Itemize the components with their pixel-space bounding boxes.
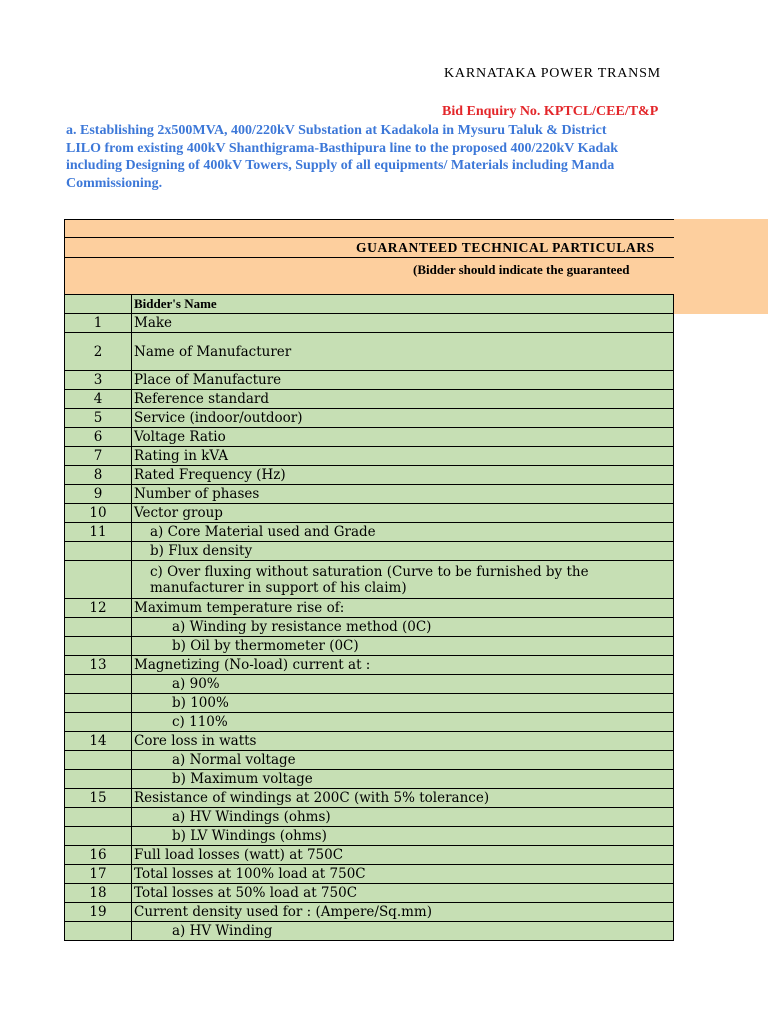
particular-cell: Make <box>132 314 674 333</box>
gtp-table <box>64 294 674 941</box>
item-number-cell: 2 <box>65 333 132 371</box>
item-number-cell <box>65 637 132 656</box>
table-row <box>65 770 674 789</box>
particular-cell: Rating in kVA <box>132 447 674 466</box>
item-number-cell: 1 <box>65 314 132 333</box>
table-row <box>65 504 674 523</box>
gtp-title: GUARANTEED TECHNICAL PARTICULARS <box>64 237 674 258</box>
item-number-cell: 4 <box>65 390 132 409</box>
table-row <box>65 314 674 333</box>
item-number-cell: 13 <box>65 656 132 675</box>
particular-cell: Place of Manufacture <box>132 371 674 390</box>
item-number-cell <box>65 808 132 827</box>
table-row <box>65 789 674 808</box>
item-number-cell: 11 <box>65 523 132 542</box>
table-row <box>65 371 674 390</box>
item-number-cell: 19 <box>65 903 132 922</box>
particular-cell: Voltage Ratio <box>132 428 674 447</box>
particular-cell: b) Oil by thermometer (0C) <box>132 637 674 656</box>
table-row <box>65 523 674 542</box>
table-row <box>65 447 674 466</box>
item-number-cell: 7 <box>65 447 132 466</box>
item-number-cell <box>65 561 132 599</box>
table-row <box>65 827 674 846</box>
table-row <box>65 884 674 903</box>
table-row <box>65 694 674 713</box>
table-row <box>65 751 674 770</box>
particular-cell: b) 100% <box>132 694 674 713</box>
particular-cell: Total losses at 50% load at 750C <box>132 884 674 903</box>
particular-cell: Maximum temperature rise of: <box>132 599 674 618</box>
item-number-cell <box>65 922 132 941</box>
particular-cell: b) Maximum voltage <box>132 770 674 789</box>
particular-cell: Core loss in watts <box>132 732 674 751</box>
particular-cell: b) LV Windings (ohms) <box>132 827 674 846</box>
item-number-cell <box>65 618 132 637</box>
bidder-name-row <box>65 295 674 314</box>
description-line: a. Establishing 2x500MVA, 400/220kV Substation at Kadakola in Mysuru Taluk & District <box>66 123 607 138</box>
particular-cell: c) Over fluxing without saturation (Curve to be furnished by the manufacturer in support of his claim) <box>132 561 674 599</box>
particular-cell: Vector group <box>132 504 674 523</box>
item-number-cell: 9 <box>65 485 132 504</box>
table-row <box>65 637 674 656</box>
particular-cell: a) 90% <box>132 675 674 694</box>
table-row <box>65 713 674 732</box>
item-number-cell: 5 <box>65 409 132 428</box>
table-row <box>65 903 674 922</box>
particular-cell: Magnetizing (No-load) current at : <box>132 656 674 675</box>
particular-cell: Number of phases <box>132 485 674 504</box>
table-row <box>65 333 674 371</box>
item-number-cell <box>65 675 132 694</box>
particular-cell: Reference standard <box>132 390 674 409</box>
particular-cell: a) Winding by resistance method (0C) <box>132 618 674 637</box>
header-fill-cell <box>674 219 768 314</box>
table-row <box>65 846 674 865</box>
item-number-cell: 8 <box>65 466 132 485</box>
item-number-cell <box>65 770 132 789</box>
table-row <box>65 485 674 504</box>
table-row <box>65 732 674 751</box>
item-number-cell <box>65 827 132 846</box>
item-number-cell: 16 <box>65 846 132 865</box>
particular-cell: Rated Frequency (Hz) <box>132 466 674 485</box>
table-row <box>65 390 674 409</box>
table-row <box>65 922 674 941</box>
table-row <box>65 542 674 561</box>
bid-enquiry-number: Bid Enquiry No. KPTCL/CEE/T&P <box>442 104 659 119</box>
item-number-cell: 6 <box>65 428 132 447</box>
particular-cell: Name of Manufacturer <box>132 333 674 371</box>
particular-cell: Service (indoor/outdoor) <box>132 409 674 428</box>
project-description <box>66 122 768 192</box>
header-empty-row <box>64 219 674 238</box>
particular-cell: a) HV Winding <box>132 922 674 941</box>
particular-cell: a) Core Material used and Grade <box>132 523 674 542</box>
table-row <box>65 656 674 675</box>
particular-cell: c) 110% <box>132 713 674 732</box>
document-title: KARNATAKA POWER TRANSM <box>444 66 661 81</box>
item-number-cell: 18 <box>65 884 132 903</box>
particular-cell: Total losses at 100% load at 750C <box>132 865 674 884</box>
gtp-note: (Bidder should indicate the guaranteed <box>64 257 674 295</box>
description-line: including Designing of 400kV Towers, Supply of all equipments/ Materials including Manda <box>66 158 615 173</box>
item-number-cell <box>65 542 132 561</box>
table-row <box>65 561 674 599</box>
table-row <box>65 409 674 428</box>
particular-cell: Current density used for : (Ampere/Sq.mm) <box>132 903 674 922</box>
item-number-cell <box>65 751 132 770</box>
item-number-cell: 15 <box>65 789 132 808</box>
item-number-cell <box>65 694 132 713</box>
table-row <box>65 808 674 827</box>
particular-cell: a) HV Windings (ohms) <box>132 808 674 827</box>
particular-cell: Bidder's Name <box>132 295 674 314</box>
item-number-cell: 3 <box>65 371 132 390</box>
particular-cell: Resistance of windings at 200C (with 5% tolerance) <box>132 789 674 808</box>
item-number-cell <box>65 295 132 314</box>
item-number-cell: 10 <box>65 504 132 523</box>
table-row <box>65 865 674 884</box>
item-number-cell <box>65 713 132 732</box>
table-row <box>65 675 674 694</box>
description-line: Commissioning. <box>66 175 163 191</box>
particular-cell: Full load losses (watt) at 750C <box>132 846 674 865</box>
table-row <box>65 599 674 618</box>
table-row <box>65 428 674 447</box>
particular-cell: b) Flux density <box>132 542 674 561</box>
description-line: LILO from existing 400kV Shanthigrama-Basthipura line to the proposed 400/220kV Kadak <box>66 140 619 156</box>
table-row <box>65 466 674 485</box>
item-number-cell: 14 <box>65 732 132 751</box>
item-number-cell: 12 <box>65 599 132 618</box>
particular-cell: a) Normal voltage <box>132 751 674 770</box>
item-number-cell: 17 <box>65 865 132 884</box>
table-row <box>65 618 674 637</box>
